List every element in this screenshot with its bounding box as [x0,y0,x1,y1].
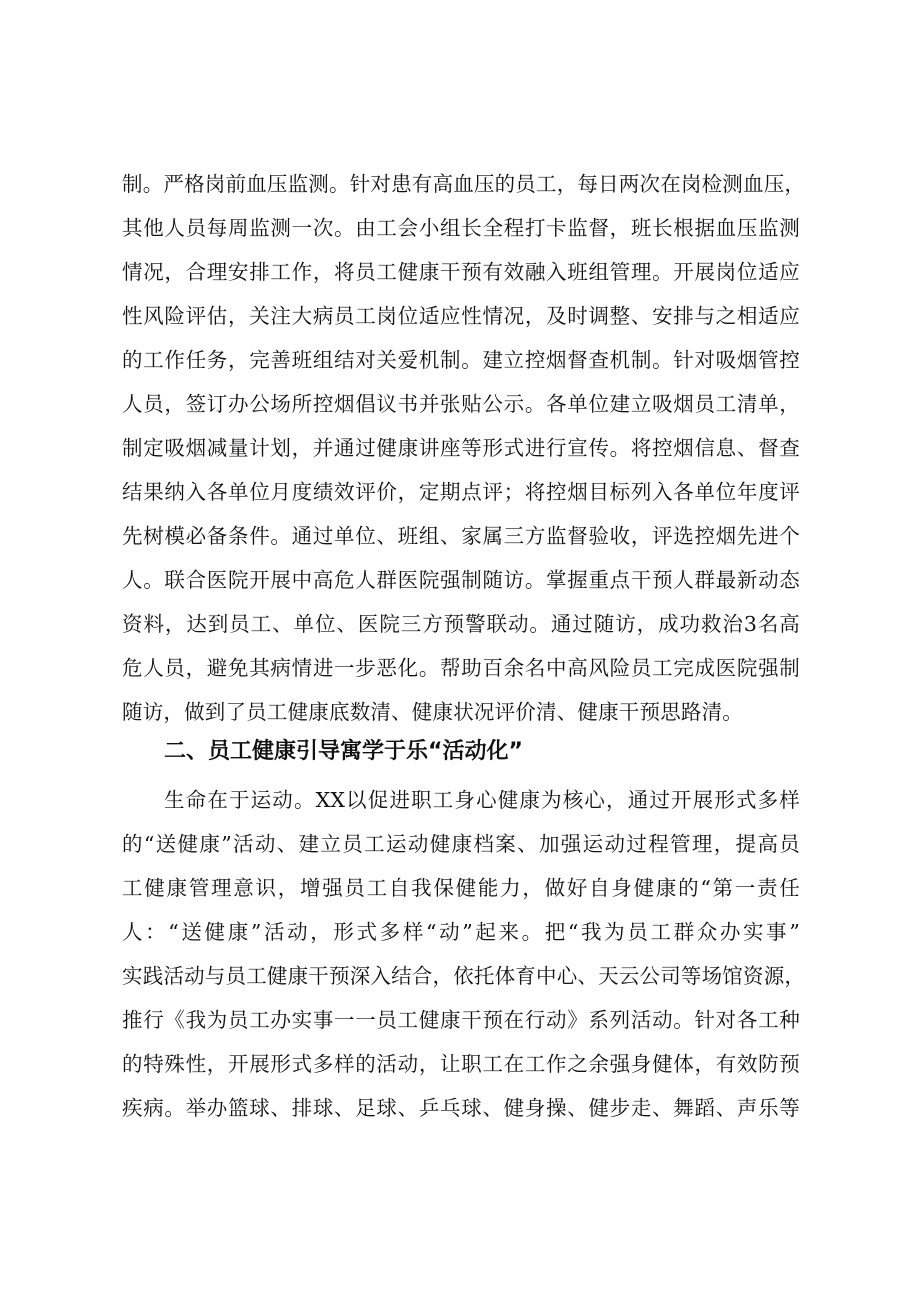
paragraph-1-line: 人。联合医院开展中高危人群医院强制随访。掌握重点干预人群最新动态 [122,568,800,592]
paragraph-1-line: 危人员，避免其病情进一步恶化。帮助百余名中高风险员工完成医院强制 [122,656,800,680]
paragraph-2-line: 的特殊性，开展形式多样的活动，让职工在工作之余强身健体，有效防预 [122,1052,800,1076]
paragraph-2-line: 生命在于运动。XX以促进职工身心健康为核心，通过开展形式多样 [164,788,800,812]
section-heading: 二、员工健康引导寓学于乐“活动化” [164,739,523,764]
paragraph-1-line: 随访，做到了员工健康底数清、健康状况评价清、健康干预思路清。 [122,700,743,724]
paragraph-2-line: 疾病。举办篮球、排球、足球、乒乓球、健身操、健步走、舞蹈、声乐等 [122,1096,800,1120]
paragraph-1-line: 人员，签订办公场所控烟倡议书并张贴公示。各单位建立吸烟员工清单， [122,392,800,416]
paragraph-2-line: 推行《我为员工办实事一一员工健康干预在行动》系列活动。针对各工种 [122,1008,800,1032]
paragraph-2-line: 人：“送健康”活动，形式多样“动”起来。把“我为员工群众办实事” [122,920,800,944]
paragraph-1-line: 其他人员每周监测一次。由工会小组长全程打卡监督，班长根据血压监测 [122,216,800,240]
paragraph-2-line: 工健康管理意识，增强员工自我保健能力，做好自身健康的“第一责任 [122,876,800,900]
paragraph-1-line: 结果纳入各单位月度绩效评价，定期点评；将控烟目标列入各单位年度评 [122,480,800,504]
paragraph-1-line: 情况，合理安排工作，将员工健康干预有效融入班组管理。开展岗位适应 [122,260,800,284]
paragraph-2-line: 实践活动与员工健康干预深入结合，依托体育中心、天云公司等场馆资源， [122,964,806,988]
paragraph-1-line: 先树模必备条件。通过单位、班组、家属三方监督验收，评选控烟先进个 [122,524,800,548]
paragraph-1-line: 性风险评估，关注大病员工岗位适应性情况，及时调整、安排与之相适应 [122,304,800,328]
paragraph-1-line: 制。严格岗前血压监测。针对患有高血压的员工，每日两次在岗检测血压， [122,172,806,196]
paragraph-1-line: 资料，达到员工、单位、医院三方预警联动。通过随访，成功救治3名高 [122,612,800,636]
paragraph-1-line: 制定吸烟减量计划，并通过健康讲座等形式进行宣传。将控烟信息、督查 [122,436,800,460]
paragraph-2-line: 的“送健康”活动、建立员工运动健康档案、加强运动过程管理，提高员 [122,832,800,856]
paragraph-1-line: 的工作任务，完善班组结对关爱机制。建立控烟督查机制。针对吸烟管控 [122,348,800,372]
